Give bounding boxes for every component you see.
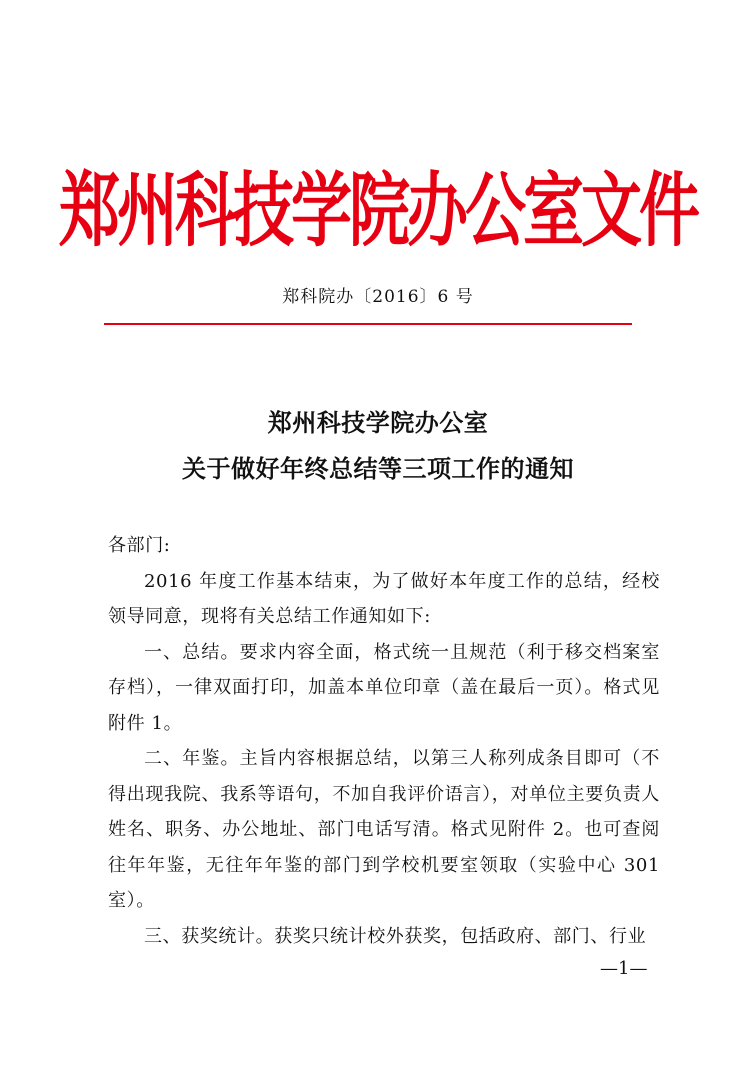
page-number: —1— bbox=[600, 958, 648, 979]
body-paragraph-yearbook: 二、年鉴。主旨内容根据总结，以第三人称列成条目即可（不得出现我院、我系等语句，不加自我评价语言），对单位主要负责人姓名、职务、办公地址、部门电话写清。格式见附件 2。也可查阅往年年鉴，无往年年鉴的部门到学校机要室领取（实验中心 301 室）。 bbox=[108, 748, 660, 911]
document-number: 郑科院办〔2016〕6 号 bbox=[282, 287, 474, 307]
salutation: 各部门: bbox=[108, 535, 171, 556]
notice-title-line-1: 郑州科技学院办公室 bbox=[267, 408, 489, 437]
body-paragraph-awards: 三、获奖统计。获奖只统计校外获奖，包括政府、部门、行业 bbox=[144, 925, 647, 947]
body-paragraph-intro: 2016 年度工作基本结束，为了做好本年度工作的总结，经校领导同意，现将有关总结工作通知如下: bbox=[108, 570, 660, 627]
notice-title-line-2: 关于做好年终总结等三项工作的通知 bbox=[182, 454, 574, 483]
red-divider-line bbox=[104, 323, 632, 325]
notice-body bbox=[108, 528, 660, 954]
document-header-title: 郑州科技学院办公室文件 bbox=[58, 164, 697, 259]
body-paragraph-summary: 一、总结。要求内容全面，格式统一且规范（利于移交档案室存档），一律双面打印，加盖本单位印章（盖在最后一页）。格式见附件 1。 bbox=[108, 641, 660, 734]
